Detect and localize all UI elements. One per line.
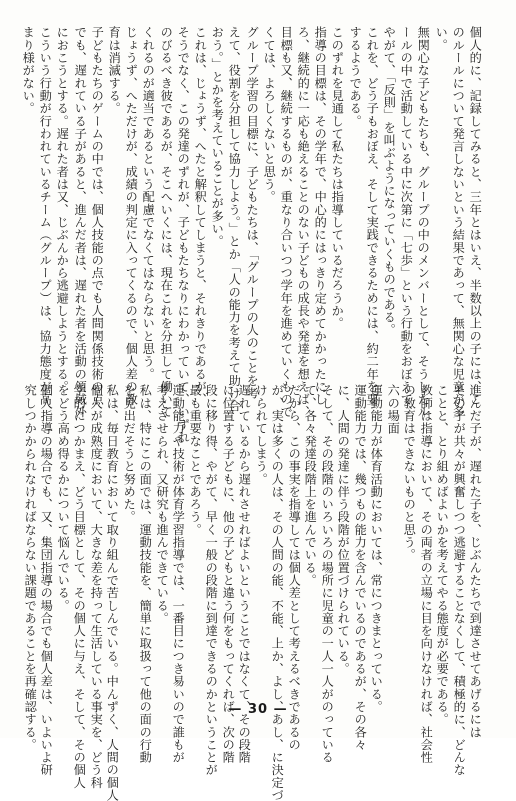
text-line: を見出だそうと努めた。 [122,384,137,524]
text-line: その子が共々が興奮しつつ逃避することなくして、積極的に、どんな [452,384,467,777]
text-line: だから、この事実を指導しては個人差として考えるべきであるの [287,384,302,751]
text-line: えて、役割を分担して協力しよう。」とか「人の能力を考えて助け合 [227,26,242,413]
text-line: 運動能力が体育活動においては、常につきまとっている。 [369,384,384,713]
text-line: ールの中で活動している中に次第に「七歩」という行動をおぼえて、 [399,26,414,419]
text-line: グループ学習の目標に、子どもたちは、「グループの人のことを考 [245,26,260,400]
text-line: のルールについて発言しないという結果であって、無関心な児童が多 [451,26,466,419]
text-line: い。 [434,26,449,52]
text-line: でも、遅れている子があると、進んだ者は、遅れた者を活動の領域外 [73,26,88,419]
text-line: 進んだ子が、遅れた子を、じぶんたちで到達させてあげるには [468,384,483,739]
text-line: 私は、毎日教育において取り組んで苦しんでいる。中んずく、人間の個人 [105,384,120,801]
text-line: そうでなく、この発達のずれが、子どもたちなりにわかっていて、いずれ [176,26,191,444]
text-line: のびるべき彼であるが、そこへいくには、現在これを分担して働いて [159,26,174,419]
text-line: じょうず、へただけが、成績の判定に入ってくるので、個人差の教 [124,26,139,406]
text-line: こういう行動が行われているチーム（グループ）は、協力態度が高 [38,26,53,406]
text-line: ろ、継続的に一応も絶えることのない子どもの成長や発達を想えば、 [296,26,311,419]
text-line: そして、その段階のいろいろの場所に児童の一人一人がのっている [320,384,335,764]
text-line: くては、よろしくないと思う。 [262,26,277,204]
text-line: 考えさせられ、又研究も進んできている。 [155,384,170,625]
text-line: 無関心な子どもたちも、グループの中のメンバーとして、そうしたル [416,26,431,419]
text-line: 運動能力や技術が体育学習指導では、一番目につき易いので誰もが [171,384,186,764]
text-line: けられてしまう。 [254,384,269,486]
text-line: 教師は指導において、その両者の立場に目を向けなければ、社会性 [419,384,434,764]
text-line: 究しつかかられなければならない課題であることを再確認する。 [23,384,38,751]
text-line: 個人が成熟度において、大きな差を持って生活している事実を、どう科 [89,384,104,789]
text-line: 目標も又、継続するものが、重なり合いつつ学年を進めていくもので [279,26,294,419]
text-line: 最も重要なことであろう。 [188,384,203,536]
text-line: やがて、「反則」を叫ぶようになっていくものである。 [382,26,397,337]
text-line: 個人指導の場合でも、又、集団指導の場合でも個人差は、いよいよ研 [39,384,54,777]
text-line: の教育はできないものと思う。 [402,384,417,562]
text-line: これは、じょうず、へたと解釈してしまうと、それきりであるが、 [193,26,208,406]
text-line: ことと、とり組めばよいかを考えてやる態度が必要である。 [435,384,450,726]
text-line: するようである。 [348,26,363,128]
text-line: に、人間の発達に伴う段階が位置づけられている。 [336,384,351,675]
section-heading: 六の場面 [386,384,401,435]
text-line: 私は、特にこの面では、運動技能を、簡単に取扱って他の面の行動 [138,384,153,764]
text-line: まり様がない。 [21,26,36,115]
text-line: 育は消滅する。 [107,26,122,115]
text-line: このずれを見通して私たちは指導しているだろうか。 [330,26,345,330]
text-line: 子どもたちのゲームの中では、個人技能の点でも人間関係技術の点 [90,26,105,406]
page-number: — 30 — [228,702,288,717]
text-line: くれるのが適当であるという配慮でなくてはならないと思う。 [141,26,156,381]
text-line: が、実は多くの人は、その人間の能、不能、上か、よし、あし、に決定づ [270,384,285,801]
text-line: をどう高め得るかについて悩んでいる。 [56,384,71,612]
text-line: て、各々発達段階上を進んでいる。 [303,384,318,587]
text-line: におこうとする。遅れた者は又、じぶんから逃避しようとする。 [55,26,70,393]
text-line: おう。」とかを考えていることが多い。 [210,26,225,248]
text-line: 学的につかまえ、どう目標として、その個人に与え、そして、その個人 [72,384,87,789]
text-line: 運動能力では、幾つもの能力を含んでいるのであるが、その各々 [353,384,368,751]
text-line: 段に移り得、やがて、早く一般の段階に到達できるのかということが [204,384,219,777]
text-line: 指導の目標は、その学年で、中心的にはっきり定めてかかったにし [313,26,328,406]
text-line: 遅れているから遅れさせればよいということではなくて、その段階 [237,384,252,764]
text-line: 個人的に、記録してみると、三年とはいえ、半数以上の子には、こ [468,26,483,406]
text-line: これを、どう子もおぼえ、そして実践できるためには、約二年を要 [365,26,380,406]
text-line: に位置する子どもに、他の子どもと違う何をもってくれば、次の階 [221,384,236,764]
